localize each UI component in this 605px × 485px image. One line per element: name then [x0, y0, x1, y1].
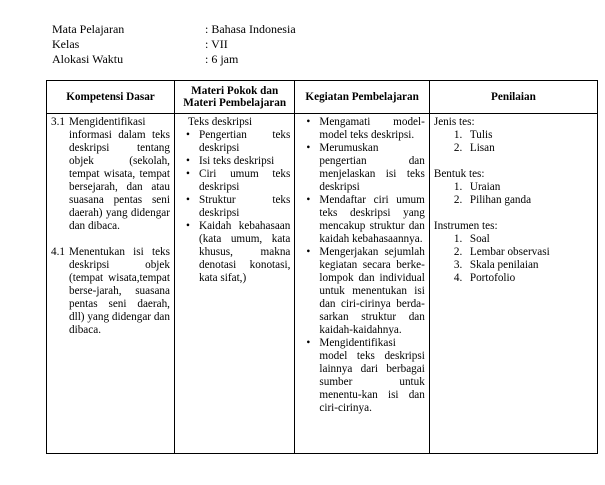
list-item: 4. Portofolio	[453, 272, 516, 284]
list-item: • Isi teks deskripsi	[199, 155, 290, 168]
list-item: 1. Tulis	[453, 129, 493, 141]
column-header-materi: Materi Pokok dan Materi Pembelajaran	[174, 81, 294, 114]
list-item: 3. Skala penilaian	[453, 259, 539, 271]
table-row	[47, 114, 598, 454]
list-item: • Kaidah kebahasaan (kata umum, kata khusus, makna denotasi konotasi, kata sifat,)	[199, 220, 290, 285]
kompetensi-list	[51, 116, 170, 337]
penilaian-list	[434, 233, 593, 285]
header-value: : VII	[205, 37, 228, 51]
materi-cell	[174, 114, 294, 454]
materi-list	[179, 129, 290, 285]
list-item: • Ciri umum teks deskripsi	[199, 168, 290, 194]
list-item: 2. Lembar observasi	[453, 246, 550, 258]
penilaian-list	[434, 181, 593, 207]
list-item: • Mendaftar ciri umum teks deskripsi yang mencakup struktur dan kaidah kebahasaannya.	[319, 194, 424, 246]
item-text: Mengidentifikasi informasi dalam teks deskripsi tentang objek (sekolah, tempat wisata, tempat bersejarah, dan atau suasana pentas seni daerah) yang didengar dan dibaca.	[69, 116, 170, 232]
list-item: • Merumuskan pengertian dan menjelaskan isi teks deskripsi	[319, 142, 424, 194]
document-header	[52, 22, 452, 67]
kompetensi-cell	[47, 114, 175, 454]
list-item: 1. Uraian	[453, 181, 501, 193]
list-item: • Mengamati model-model teks deskripsi.	[319, 116, 424, 142]
kegiatan-list	[299, 116, 424, 415]
header-row-time	[52, 52, 452, 67]
group-title: Instrumen tes:	[433, 220, 498, 232]
column-header-penilaian: Penilaian	[429, 81, 597, 114]
header-value: : 6 jam	[205, 52, 239, 66]
penilaian-list	[434, 129, 593, 155]
list-item	[51, 116, 170, 233]
list-item: 2. Pilihan ganda	[453, 194, 532, 206]
item-number: 4.1	[51, 246, 65, 258]
list-item	[51, 246, 170, 337]
list-item: • Mengerjakan sejumlah kegiatan secara berke-lompok dan individual untuk menentukan isi dan ciri-cirinya berda-sarkan struktur dan kaidah-kaidahnya.	[319, 246, 424, 337]
kegiatan-cell	[295, 114, 429, 454]
list-item: • Pengertian teks deskripsi	[199, 129, 290, 155]
materi-title: Teks deskripsi	[187, 116, 253, 128]
list-item: 1. Soal	[453, 233, 490, 245]
header-label: Mata Pelajaran	[52, 22, 125, 36]
list-item: • Struktur teks deskripsi	[199, 194, 290, 220]
column-header-kompetensi: Kompetensi Dasar	[47, 81, 175, 114]
header-label: Kelas	[52, 37, 80, 51]
penilaian-group	[434, 168, 593, 207]
header-value: : Bahasa Indonesia	[205, 22, 296, 36]
list-item: • Mengidentifikasi model teks deskripsi lainnya dari berbagai sumber untuk menentu-kan isi dan ciri-cirinya.	[319, 337, 424, 415]
column-header-kegiatan: Kegiatan Pembelajaran	[295, 81, 429, 114]
penilaian-group	[434, 220, 593, 285]
item-text: Menentukan isi teks deskripsi objek (tempat wisata,tempat berse-jarah, suasana pentas seni daerah, dll) yang didengar dan dibaca.	[69, 246, 170, 336]
item-number: 3.1	[51, 116, 65, 128]
header-row-class	[52, 37, 452, 52]
group-title: Jenis tes:	[433, 116, 475, 128]
syllabus-table	[46, 80, 598, 454]
list-item: 2. Lisan	[453, 142, 495, 154]
group-title: Bentuk tes:	[433, 168, 485, 180]
table-header-row	[47, 81, 598, 114]
header-row-subject	[52, 22, 452, 37]
penilaian-cell	[429, 114, 597, 454]
header-label: Alokasi Waktu	[52, 52, 124, 66]
penilaian-group	[434, 116, 593, 155]
